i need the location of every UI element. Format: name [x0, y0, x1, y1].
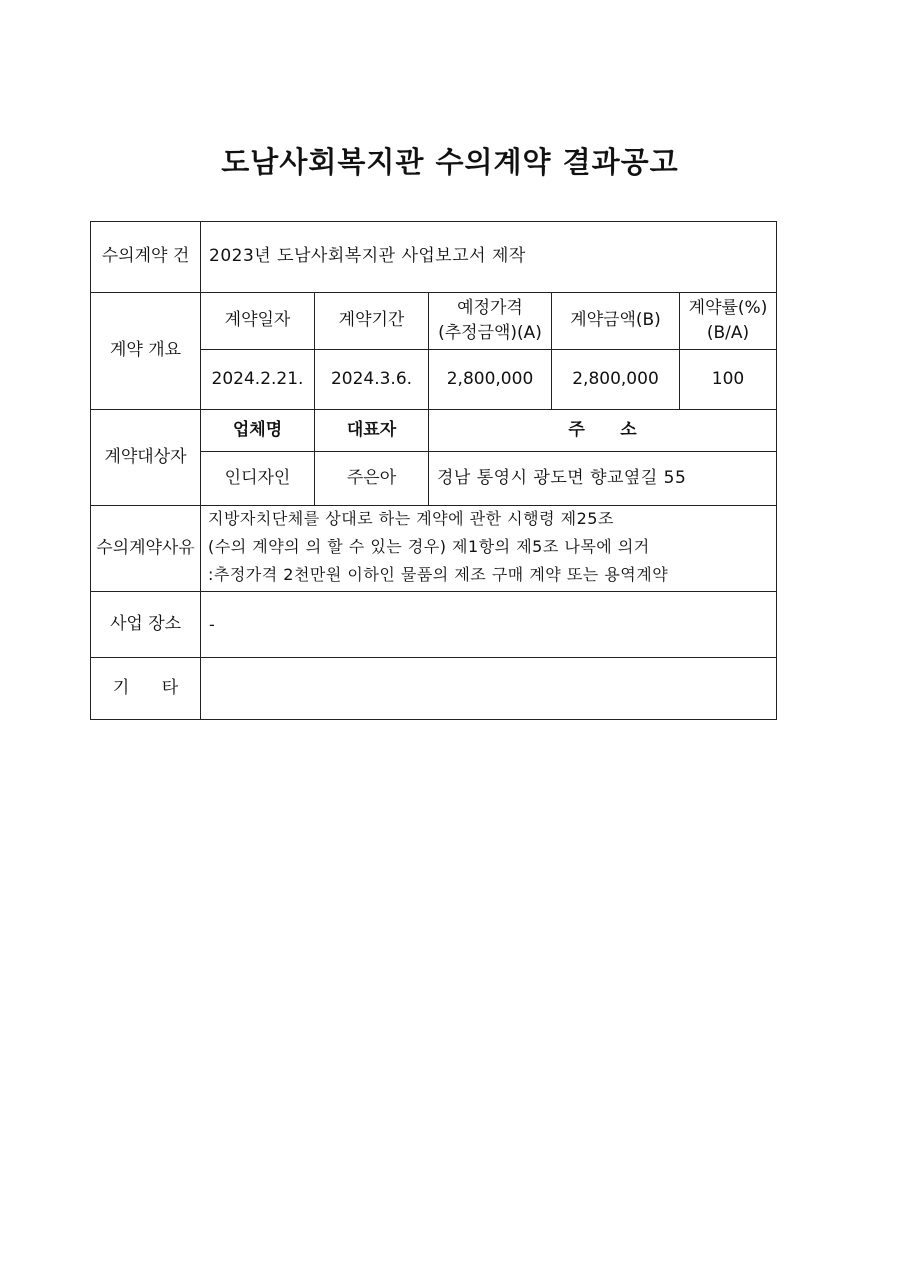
reason-text [208, 505, 768, 589]
contract-rate-header-line2: (B/A) [706, 323, 750, 343]
contract-period-header: 계약기간 [338, 310, 405, 331]
representative-header: 대표자 [346, 419, 397, 440]
representative-value: 주은아 [346, 467, 397, 488]
contract-period-value: 2024.3.6. [330, 368, 413, 389]
estimated-price-header-line2: (추정금액)(A) [438, 323, 542, 343]
reason-label: 수의계약사유 [96, 537, 195, 558]
contract-case-value: 2023년 도남사회복지관 사업보고서 제작 [209, 246, 526, 267]
contract-date-value: 2024.2.21. [211, 368, 304, 389]
estimated-price-header-line1: 예정가격 [457, 297, 523, 318]
etc-label: 기 타 [112, 677, 179, 698]
counterparty-label: 계약대상자 [104, 446, 187, 467]
contract-amount-value: 2,800,000 [572, 368, 659, 389]
contract-rate-header-line1: 계약률(%) [688, 297, 768, 318]
contract-amount-header: 계약금액(B) [570, 310, 661, 331]
contract-case-label: 수의계약 건 [101, 246, 190, 267]
page-title: 도남사회복지관 수의계약 결과공고 [221, 145, 679, 179]
address-header: 주 소 [568, 419, 637, 440]
contract-rate-header [680, 293, 776, 349]
overview-label: 계약 개요 [109, 340, 182, 361]
location-value: - [209, 614, 215, 634]
estimated-price-value: 2,800,000 [446, 368, 534, 389]
reason-line: 지방자치단체를 상대로 하는 계약에 관한 시행령 제25조 [208, 509, 614, 528]
contract-rate-value: 100 [711, 368, 745, 389]
location-label: 사업 장소 [109, 613, 182, 634]
company-value: 인디자인 [224, 467, 291, 488]
address-value: 경남 통영시 광도면 향교옆길 55 [437, 467, 687, 488]
estimated-price-header [429, 293, 551, 349]
company-header: 업체명 [232, 419, 283, 440]
etc-value [201, 658, 776, 719]
reason-line: (수의 계약의 의 할 수 있는 경우) 제1항의 제5조 나목에 의거 [208, 537, 650, 556]
contract-date-header: 계약일자 [224, 310, 291, 331]
reason-line: :추정가격 2천만원 이하인 물품의 제조 구매 계약 또는 용역계약 [208, 565, 669, 584]
